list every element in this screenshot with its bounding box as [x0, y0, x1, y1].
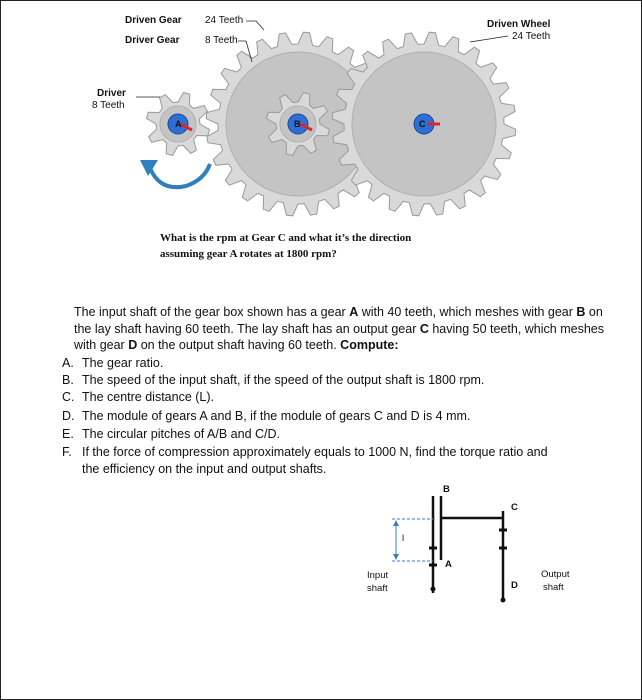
item-text: The gear ratio.: [82, 356, 164, 370]
driven-wheel-label: Driven Wheel: [487, 19, 551, 30]
intro-gear-c: C: [419, 321, 429, 336]
list-item-continuation: the efficiency on the input and output shafts.: [82, 462, 327, 476]
item-letter: B.: [62, 373, 74, 387]
question-line-2: assuming gear A rotates at 1800 rpm?: [160, 248, 337, 260]
intro-part-3: on the lay shaft having 60 teeth. The lay shaft has an output gear: [74, 305, 603, 336]
output-shaft-label-1: Output: [541, 569, 570, 580]
rotation-arrowhead: [140, 160, 158, 176]
intro-part-1: The input shaft of the gear box shown has a gear: [74, 305, 350, 319]
leader-driven-gear: [246, 21, 264, 30]
gear-a-letter: A: [175, 119, 182, 129]
output-shaft-end: [501, 598, 506, 603]
driven-gear-label: Driven Gear: [125, 15, 182, 26]
list-item: [62, 372, 484, 389]
intro-part-4: having 50 teeth, which meshes with gear: [74, 321, 604, 352]
list-item: [62, 444, 548, 461]
gear-b-letter: B: [294, 119, 301, 129]
intro-gear-d: D: [128, 338, 138, 352]
list-item: [62, 389, 214, 406]
question-line-1: What is the rpm at Gear C and what it’s the direction: [160, 232, 412, 244]
schematic-label-a: A: [445, 559, 452, 570]
item-text: The speed of the input shaft, if the speed of the output shaft is 1800 rpm.: [82, 373, 485, 387]
output-shaft-label-2: shaft: [543, 582, 564, 593]
intro-part-5: on the output shaft having 60 teeth.: [137, 338, 341, 352]
driver-gear-teeth-label: 8 Teeth: [205, 35, 238, 46]
item-letter: A.: [62, 356, 74, 370]
list-item: [62, 408, 470, 425]
intro-compute: Compute:: [340, 338, 399, 352]
leader-driven-wheel: [470, 36, 508, 42]
item-letter: F.: [62, 445, 72, 459]
item-letter: C.: [62, 390, 75, 404]
item-text: The circular pitches of A/B and C/D.: [82, 427, 281, 441]
list-item: [62, 355, 163, 372]
schematic-label-l: l: [402, 533, 405, 544]
schematic-label-c: C: [511, 502, 518, 513]
driver-gear-label: Driver Gear: [125, 35, 180, 46]
schematic-label-d: D: [511, 580, 518, 591]
problem-intro: [74, 304, 614, 354]
driven-wheel-teeth-label: 24 Teeth: [512, 31, 551, 42]
intro-part-2: with 40 teeth, which meshes with gear: [358, 305, 577, 319]
driven-gear-teeth-label: 24 Teeth: [205, 15, 244, 26]
item-letter: E.: [62, 427, 74, 441]
gear-c-letter: C: [419, 119, 426, 129]
centre-distance-arrowhead-bottom: [393, 554, 399, 560]
item-text: The centre distance (L).: [82, 390, 215, 404]
driver-teeth-label: 8 Teeth: [92, 100, 125, 111]
item-text: The module of gears A and B, if the module of gears C and D is 4 mm.: [82, 409, 471, 423]
list-item: [62, 426, 280, 443]
rotation-arrow: [150, 164, 210, 187]
input-shaft-end: [431, 587, 436, 592]
intro-gear-a: A: [349, 305, 359, 319]
centre-distance-arrowhead-top: [393, 520, 399, 526]
input-shaft-label-2: shaft: [367, 583, 388, 594]
intro-gear-b: B: [576, 305, 586, 319]
item-text: If the force of compression approximately equals to 1000 N, find the torque ratio and: [82, 445, 548, 459]
schematic-label-b: B: [443, 484, 450, 495]
input-shaft-label-1: Input: [367, 570, 389, 581]
driver-label: Driver: [97, 88, 126, 99]
gearbox-schematic: [392, 496, 507, 603]
item-letter: D.: [62, 409, 75, 423]
gear-question: [160, 230, 411, 262]
